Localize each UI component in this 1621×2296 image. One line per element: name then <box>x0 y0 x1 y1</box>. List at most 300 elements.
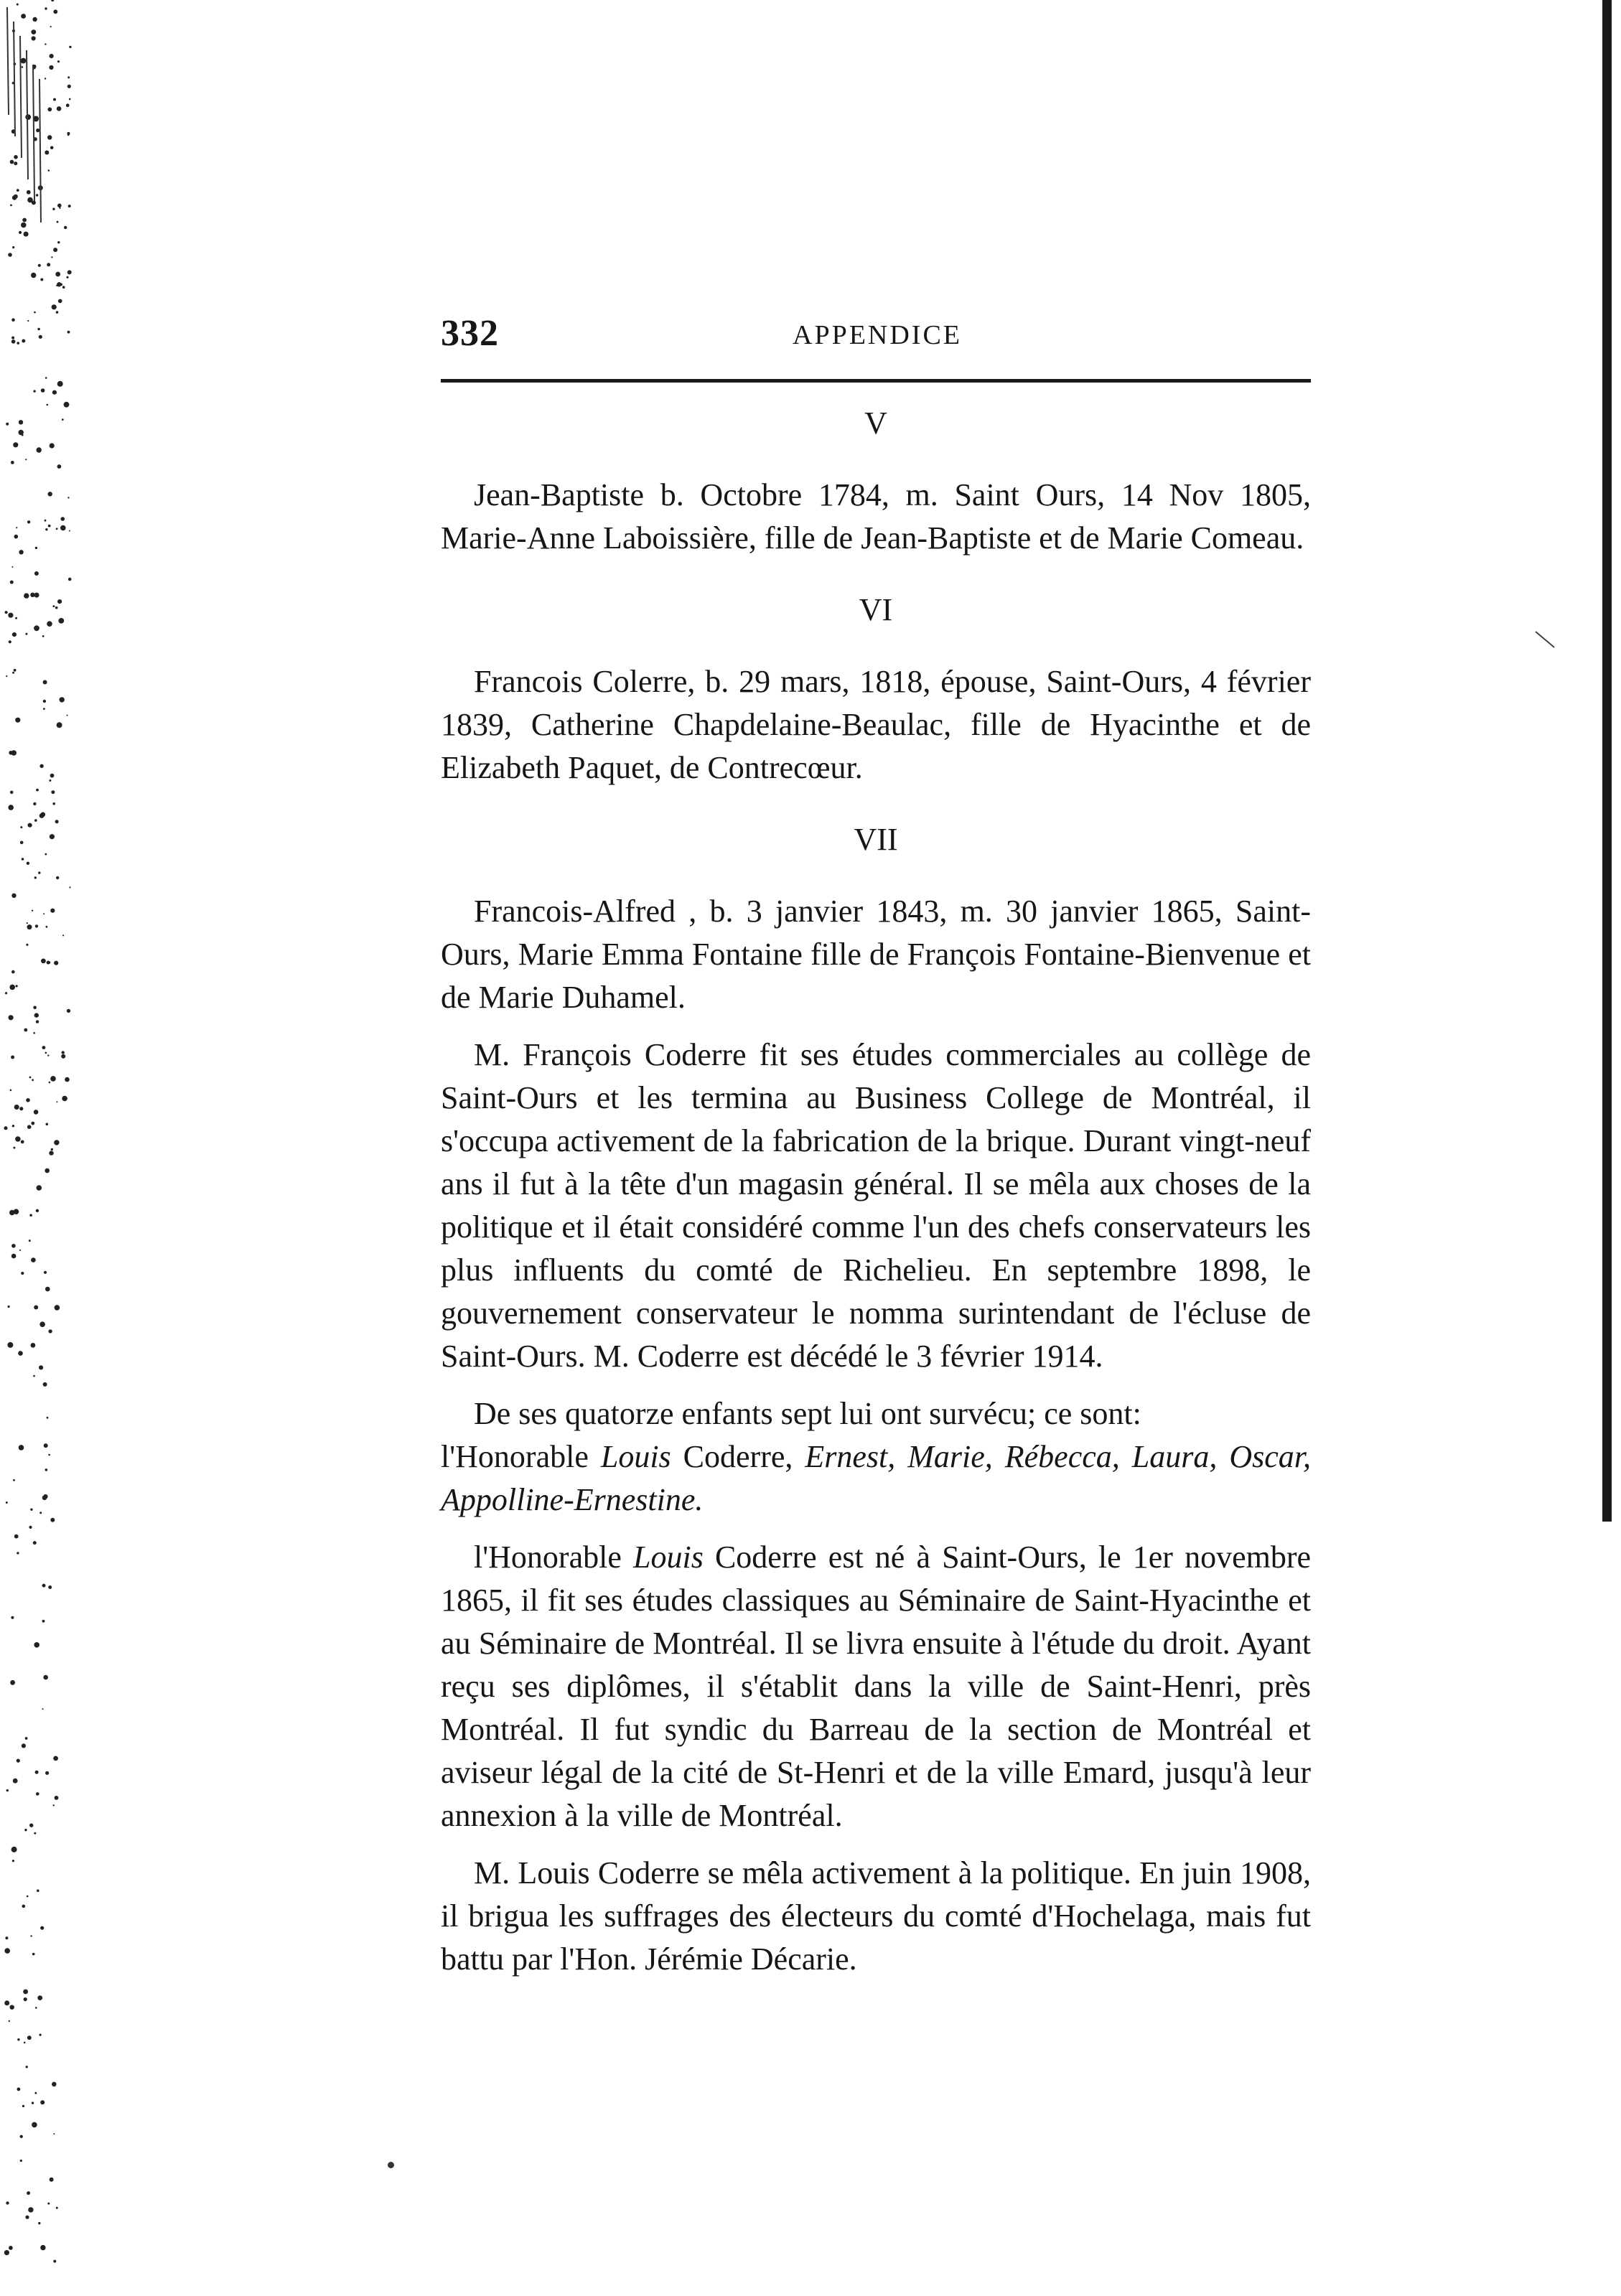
speckle <box>11 461 14 464</box>
speckle <box>50 443 55 448</box>
speckle <box>51 0 54 1</box>
speckle <box>36 1209 39 1212</box>
speckle <box>44 1271 47 1274</box>
speckle <box>12 672 14 674</box>
speckle <box>27 320 29 322</box>
speckle <box>36 789 39 792</box>
speckle <box>8 805 14 810</box>
speckle <box>29 1214 32 1217</box>
speckle <box>60 697 65 702</box>
speckle <box>10 1090 12 1092</box>
speckle <box>48 1329 52 1333</box>
speckle <box>69 530 70 532</box>
speckle <box>50 146 54 150</box>
speckle <box>38 871 40 873</box>
speckle <box>39 1365 43 1369</box>
speckle <box>12 246 14 248</box>
speckle <box>64 226 67 229</box>
speckle <box>27 862 29 865</box>
speckle <box>32 17 37 22</box>
speckle <box>35 2007 37 2009</box>
speckle <box>45 528 47 530</box>
speckle <box>67 132 70 135</box>
speckle <box>32 2122 37 2128</box>
speckle <box>57 599 62 604</box>
speckle <box>45 43 46 44</box>
speckle <box>54 961 58 965</box>
speckle <box>47 621 52 627</box>
speckle <box>16 527 17 528</box>
speckle <box>47 135 52 139</box>
speckle <box>56 2207 58 2209</box>
children-prefix: l'Honorable <box>441 1439 601 1474</box>
section-heading-vi: VI <box>859 592 893 627</box>
body-text <box>441 402 1311 1995</box>
speckle <box>60 284 62 286</box>
speckle <box>45 1287 50 1292</box>
speckle <box>50 54 54 58</box>
speckle <box>24 593 29 598</box>
speckle <box>15 1136 21 1142</box>
speckle <box>11 337 14 339</box>
speckle <box>21 222 27 228</box>
scan-streak <box>39 79 41 222</box>
speckle <box>17 189 19 192</box>
speckle <box>34 876 37 878</box>
speckle <box>15 718 20 723</box>
speckle <box>24 232 29 237</box>
speckle <box>45 1052 47 1054</box>
speckle <box>67 85 71 88</box>
speckle <box>12 632 17 637</box>
speckle <box>33 1375 35 1377</box>
speckle <box>52 2082 57 2087</box>
speckle <box>14 155 18 159</box>
speckle <box>32 200 36 205</box>
speckle <box>10 1680 15 1685</box>
speckle <box>44 1443 48 1448</box>
speckle <box>40 2245 45 2250</box>
speckle <box>54 1140 59 1145</box>
running-header <box>441 312 1311 370</box>
speckle <box>62 1096 67 1102</box>
speckle <box>14 1209 19 1214</box>
speckle <box>33 1541 37 1545</box>
paragraph-francois-coderre: M. François Coderre fit ses études commerciales au collège de Saint-Ours et les termina au Business College de Montréal, il s'occupa activement de la fabrication de la brique. Durant vingt-neuf ans il fut à la tête d'un magasin général. Il se mêla aux choses de la politique et il était considéré comme l'un des chefs conservateurs les plus influents du comté de Richelieu. En septembre 1898, le gouvernement conservateur le nomma surintendant de l'écluse de Saint-Ours. M. Coderre est décédé le 3 février 1914. <box>441 1037 1311 1374</box>
speckle <box>25 1737 28 1740</box>
speckle <box>42 1046 46 1049</box>
speckle <box>11 1244 16 1248</box>
speckle <box>13 1779 18 1784</box>
speckle <box>45 1168 50 1173</box>
speckle <box>62 286 65 289</box>
speckle <box>53 2133 55 2135</box>
paragraph-children-list <box>441 1435 1311 1522</box>
speckle <box>47 263 50 266</box>
speckle <box>46 926 48 928</box>
speckle <box>9 1015 14 1020</box>
speckle <box>14 1534 19 1539</box>
speckle <box>14 1105 19 1110</box>
speckle <box>6 423 9 426</box>
speckle <box>4 2000 9 2005</box>
speckle <box>22 1743 26 1748</box>
speckle <box>47 404 49 406</box>
speckle <box>21 14 26 19</box>
speckle <box>37 1890 39 1893</box>
speckle <box>36 194 39 197</box>
paragraph-jean-baptiste: Jean-Baptiste b. Octobre 1784, m. Saint Ours, 14 Nov 1805, Marie-Anne Laboissière, fille de Jean-Baptiste et de Marie Comeau. <box>441 477 1311 556</box>
speckle <box>27 190 31 195</box>
speckle <box>25 459 27 460</box>
speckle <box>24 1028 27 1032</box>
speckle <box>50 909 55 913</box>
speckle <box>37 447 42 452</box>
speckle <box>24 1997 27 2001</box>
speckle <box>11 750 17 756</box>
speckle <box>26 2066 28 2068</box>
speckle <box>45 151 49 155</box>
speckle <box>48 169 50 172</box>
speckle <box>34 311 36 314</box>
speckle <box>11 339 16 344</box>
speckle <box>46 1123 49 1126</box>
speckle <box>21 1272 24 1275</box>
speckle <box>11 1056 14 1059</box>
stray-dot <box>388 2162 394 2168</box>
speckle <box>31 1257 36 1262</box>
speckle <box>68 578 72 581</box>
speckle <box>8 613 13 618</box>
speckle <box>55 606 58 609</box>
speckle <box>33 802 36 805</box>
speckle <box>14 161 17 165</box>
speckle <box>31 1343 36 1348</box>
speckle <box>47 2203 50 2205</box>
speckle <box>19 1107 23 1110</box>
speckle <box>10 160 14 164</box>
speckle <box>38 264 41 267</box>
speckle <box>4 2250 9 2255</box>
speckle <box>7 1342 13 1348</box>
speckle <box>34 2092 37 2094</box>
speckle <box>47 961 50 965</box>
speckle <box>57 381 63 387</box>
speckle <box>56 528 58 530</box>
speckle <box>36 1792 39 1796</box>
speckle <box>45 853 47 856</box>
speckle <box>19 550 23 554</box>
speckle <box>67 715 68 716</box>
speckle <box>43 1382 47 1387</box>
children-rest: Ernest, Marie, Rébecca, Laura, Oscar, Appolline-Ernestine. <box>441 1439 1311 1517</box>
speckle <box>9 2020 10 2022</box>
speckle <box>17 1552 19 1554</box>
speckle <box>61 517 65 521</box>
speckle <box>34 625 39 631</box>
speckle <box>22 66 24 68</box>
speckle <box>12 1860 14 1862</box>
speckle <box>13 442 18 447</box>
speckle <box>30 1935 32 1936</box>
speckle <box>43 708 45 710</box>
speckle <box>25 633 27 635</box>
speckle <box>59 207 60 209</box>
speckle <box>5 992 7 994</box>
speckle <box>56 876 59 879</box>
speckle <box>28 2207 33 2212</box>
speckle <box>24 2042 26 2044</box>
speckle <box>29 1240 31 1242</box>
speckle <box>53 2260 56 2263</box>
speckle <box>66 276 68 278</box>
speckle <box>33 1032 35 1034</box>
speckle <box>50 2178 54 2182</box>
speckle <box>39 764 43 768</box>
speckle <box>4 1948 10 1954</box>
speckle <box>20 2160 22 2162</box>
speckle <box>20 826 22 828</box>
speckle <box>55 820 59 823</box>
scan-speckles <box>0 0 79 2296</box>
speckle <box>52 304 57 309</box>
speckle <box>52 802 55 805</box>
binding-edge <box>1602 0 1612 1522</box>
scan-streak <box>20 36 22 158</box>
speckle <box>11 566 13 568</box>
speckle <box>48 1585 52 1589</box>
speckle <box>8 1306 10 1308</box>
speckle <box>11 1254 17 1259</box>
speckle <box>68 205 71 207</box>
speckle <box>51 256 52 258</box>
speckle <box>57 204 62 208</box>
speckle <box>43 680 47 685</box>
speckle <box>48 1454 50 1456</box>
speckle <box>22 858 24 861</box>
speckle <box>58 299 62 304</box>
speckle <box>45 1771 49 1775</box>
speckle <box>24 1829 27 1831</box>
speckle <box>50 774 55 778</box>
speckle <box>36 128 39 132</box>
speckle <box>36 1020 39 1023</box>
speckle <box>11 1616 14 1619</box>
children-coderre: Coderre, <box>671 1439 805 1474</box>
speckle <box>42 1620 45 1623</box>
speckle <box>9 2246 13 2250</box>
speckle <box>61 1054 65 1059</box>
speckle <box>14 195 18 199</box>
speckle <box>48 492 52 496</box>
speckle <box>19 1445 24 1451</box>
speckle <box>67 331 70 334</box>
speckle <box>39 335 42 339</box>
speckle <box>40 2100 45 2104</box>
speckle <box>49 65 53 70</box>
speckle <box>64 402 70 408</box>
speckle <box>17 342 19 345</box>
speckle <box>34 819 37 822</box>
speckle <box>23 1990 28 1995</box>
speckle <box>17 1759 20 1763</box>
speckle <box>56 285 57 286</box>
speckle <box>21 1140 24 1144</box>
speckle <box>34 1110 39 1115</box>
speckle <box>42 1584 46 1588</box>
speckle <box>11 894 16 898</box>
speckle <box>20 2135 23 2138</box>
page-number: 332 <box>441 313 499 354</box>
speckle <box>6 1789 9 1791</box>
speckle <box>31 273 36 278</box>
speckle <box>31 1122 34 1125</box>
speckle <box>10 581 14 584</box>
speckle <box>32 2101 34 2104</box>
speckle <box>39 2034 42 2036</box>
speckle <box>11 318 15 322</box>
speckle <box>9 640 11 643</box>
speckle <box>17 2038 19 2040</box>
louis-text: Coderre est né à Saint-Ours, le 1er novembre 1865, il fit ses études classiques au Séminaire de Saint-Hyacinthe et au Séminaire de Montréal. Il se livra ensuite à l'étude du droit. Ayant reçu ses diplômes, il s'établit dans la ville de Saint-Henri, près Montréal. Il fut syndic du Barreau de la section de Montréal et aviseur légal de la cité de St-Henri et de la ville Emard, jusqu'à leur annexion à la ville de Montréal. <box>441 1540 1311 1833</box>
speckle <box>33 390 35 392</box>
speckle <box>17 2088 21 2091</box>
speckle <box>49 1082 51 1084</box>
speckle <box>43 1494 47 1499</box>
speckle <box>62 934 64 936</box>
speckle <box>67 76 70 78</box>
speckle <box>37 1185 42 1191</box>
scan-streak <box>33 65 34 201</box>
speckle <box>32 1079 34 1081</box>
speckle <box>27 1896 29 1898</box>
speckle <box>32 1953 35 1956</box>
speckle <box>57 106 62 111</box>
speckle <box>22 2105 24 2107</box>
speckle <box>50 1076 56 1082</box>
speckle <box>19 1250 21 1251</box>
speckle <box>19 1351 21 1353</box>
paragraph-francois-alfred: Francois-Alfred , b. 3 janvier 1843, m. 30 janvier 1865, Saint-Ours, Marie Emma Fontaine fille de François Fontaine-Bienvenue et de Marie Duhamel. <box>441 894 1311 1015</box>
speckle <box>50 1518 55 1522</box>
louis-name: Louis <box>633 1540 704 1575</box>
speckle <box>26 944 28 946</box>
speckle <box>34 1642 39 1648</box>
speckle <box>42 1708 44 1710</box>
speckle <box>49 779 51 782</box>
speckle <box>33 1006 37 1010</box>
speckle <box>50 834 55 839</box>
speckle <box>62 418 64 421</box>
speckle <box>35 1771 39 1774</box>
scan-streak <box>7 7 9 115</box>
speckle <box>39 813 45 818</box>
speckle <box>49 1151 53 1155</box>
speckle <box>29 1077 32 1079</box>
speckle <box>19 420 23 424</box>
speckle <box>67 497 69 498</box>
speckle <box>40 278 43 281</box>
speckle <box>47 1417 49 1419</box>
speckle <box>4 1126 8 1130</box>
speckle <box>26 1098 30 1102</box>
speckle <box>45 520 47 522</box>
speckle <box>35 547 37 549</box>
speckle <box>43 700 46 703</box>
speckle <box>60 525 66 531</box>
speckle <box>14 535 19 539</box>
paragraph-louis-coderre <box>441 1536 1311 1837</box>
speckle <box>27 520 30 523</box>
speckle <box>29 1824 33 1827</box>
paragraph-politics: M. Louis Coderre se mêla activement à la politique. En juin 1908, il brigua les suffrages des électeurs du comté d'Hochelaga, mais fut battu par l'Hon. Jérémie Décarie. <box>441 1855 1311 1977</box>
speckle <box>21 58 27 64</box>
speckle <box>10 2005 14 2010</box>
speckle <box>56 311 59 314</box>
speckle <box>45 7 47 9</box>
speckle <box>10 205 12 207</box>
speckle <box>69 46 71 48</box>
speckle <box>52 390 57 395</box>
speckle <box>45 78 46 79</box>
speckle <box>55 1305 60 1311</box>
speckle <box>27 924 32 929</box>
paragraph-francois-colerre: Francois Colerre, b. 29 mars, 1818, épouse, Saint-Ours, 4 février 1839, Catherine Chapdelaine-Beaulac, fille de Hyacinthe et de Elizabeth Paquet, de Contrecœur. <box>441 664 1311 785</box>
stray-mark <box>1535 631 1554 647</box>
speckle <box>11 1847 17 1852</box>
speckle <box>66 103 70 107</box>
speckle <box>34 1832 36 1835</box>
speckle <box>30 1509 32 1511</box>
speckle <box>53 1804 55 1806</box>
section-heading-v: V <box>864 406 887 441</box>
speckle <box>57 221 59 223</box>
speckle <box>53 248 57 252</box>
speckle <box>20 841 24 845</box>
speckle <box>34 571 39 576</box>
speckle <box>34 1306 38 1310</box>
speckle <box>16 985 18 987</box>
speckle <box>51 1148 53 1151</box>
speckle <box>39 1512 42 1514</box>
speckle <box>5 611 8 614</box>
speckle <box>25 2216 29 2219</box>
speckle <box>39 1321 45 1327</box>
speckle <box>10 791 14 795</box>
speckle <box>27 2191 30 2195</box>
speckle <box>27 2035 32 2040</box>
speckle <box>41 388 45 393</box>
speckle <box>53 98 56 101</box>
louis-prefix: l'Honorable <box>474 1540 633 1575</box>
speckle <box>67 1009 70 1013</box>
speckle <box>14 669 17 672</box>
speckle <box>69 886 70 888</box>
speckle <box>19 231 22 234</box>
speckle <box>69 98 71 100</box>
scan-streak <box>27 50 28 179</box>
speckle <box>35 924 38 927</box>
speckle <box>62 1051 65 1054</box>
paragraph-children-intro: De ses quatorze enfants sept lui ont survécu; ce sont: <box>474 1396 1141 1431</box>
speckle <box>13 1147 15 1149</box>
speckle <box>13 1479 15 1481</box>
speckle <box>37 1995 42 2000</box>
speckle <box>48 525 51 528</box>
speckle <box>27 1125 32 1129</box>
speckle <box>52 208 55 210</box>
speckle <box>55 272 60 277</box>
